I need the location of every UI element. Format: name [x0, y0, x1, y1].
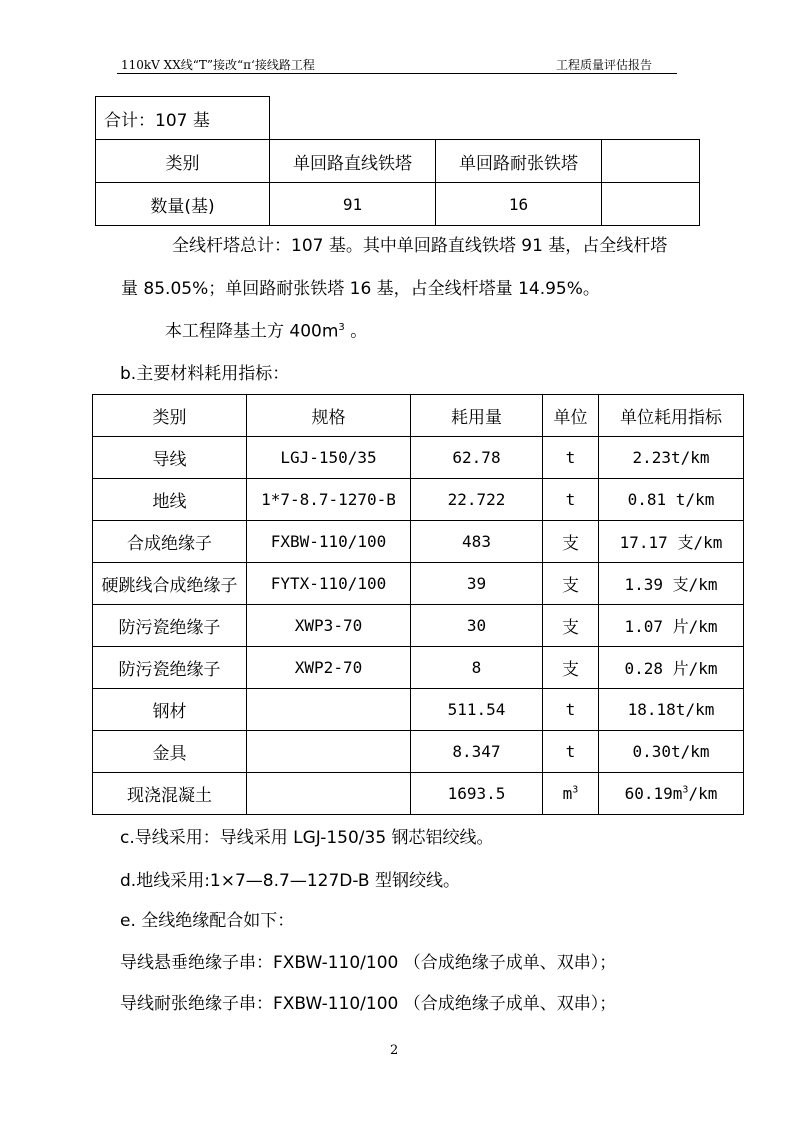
material-cell: 钢材: [93, 689, 247, 731]
material-header-qty: 耗用量: [411, 395, 543, 437]
material-cell: 1693.5: [411, 773, 543, 815]
material-cell: 支: [543, 605, 599, 647]
material-header-row: [93, 395, 744, 437]
tower-row-label: 数量(基): [96, 183, 270, 226]
paragraph-tower-summary-2: 量 85.05%；单回路耐张铁塔 16 基，占全线杆塔量 14.95%。: [121, 279, 600, 299]
material-cell: 30: [411, 605, 543, 647]
material-cell: t: [543, 731, 599, 773]
material-cell: 支: [543, 563, 599, 605]
material-cell: 支: [543, 647, 599, 689]
table-row: [93, 605, 744, 647]
material-cell: 防污瓷绝缘子: [93, 605, 247, 647]
header-project-title: 110kV XX线“T”接改“π‘接线路工程: [121, 58, 315, 72]
material-cell: FXBW-110/100: [247, 521, 411, 563]
table-row: [93, 437, 744, 479]
material-cell: 硬跳线合成绝缘子: [93, 563, 247, 605]
index-pre: 60.19m: [624, 784, 683, 803]
material-cell: 防污瓷绝缘子: [93, 647, 247, 689]
material-cell: XWP2-70: [247, 647, 411, 689]
material-cell: t: [543, 479, 599, 521]
earthwork-sup: 3: [338, 322, 345, 333]
paragraph-tension-string: 导线耐张绝缘子串：FXBW-110/100 （合成绝缘子成单、双串）；: [120, 994, 617, 1014]
material-header-unit: 单位: [543, 395, 599, 437]
material-cell: 2.23t/km: [599, 437, 744, 479]
tower-row-straight: 91: [270, 183, 436, 226]
tower-row-empty: [602, 183, 700, 226]
material-cell: 511.54: [411, 689, 543, 731]
material-cell: 62.78: [411, 437, 543, 479]
tower-count-table: [95, 96, 700, 226]
material-cell: 导线: [93, 437, 247, 479]
material-table: [92, 394, 744, 815]
paragraph-tower-summary-1: 全线杆塔总计：107 基。其中单回路直线铁塔 91 基，占全线杆塔: [172, 236, 668, 256]
material-cell: 39: [411, 563, 543, 605]
material-cell: [247, 773, 411, 815]
table-row: [93, 731, 744, 773]
material-cell: 22.722: [411, 479, 543, 521]
table-row: [93, 479, 744, 521]
table-row: [93, 563, 744, 605]
material-cell: 18.18t/km: [599, 689, 744, 731]
material-cell: 17.17 支/km: [599, 521, 744, 563]
material-header-spec: 规格: [247, 395, 411, 437]
table-row: [93, 647, 744, 689]
header-divider: [117, 73, 677, 74]
table-row: [93, 689, 744, 731]
unit-text: m: [562, 784, 573, 803]
earthwork-tail: 。: [344, 321, 368, 342]
material-cell: 8.347: [411, 731, 543, 773]
material-cell-unit: [543, 773, 599, 815]
paragraph-ground-wire: d.地线采用:1×7—8.7—127D-B 型钢绞线。: [120, 871, 460, 891]
material-cell-index: [599, 773, 744, 815]
material-cell: 合成绝缘子: [93, 521, 247, 563]
material-cell: [247, 689, 411, 731]
earthwork-text: 本工程降基土方 400m: [165, 321, 339, 342]
header-report-title: 工程质量评估报告: [556, 58, 653, 72]
material-cell: 8: [411, 647, 543, 689]
tower-header-category: 类别: [96, 140, 270, 183]
material-cell: 1.07 片/km: [599, 605, 744, 647]
material-header-category: 类别: [93, 395, 247, 437]
paragraph-conductor: c.导线采用：导线采用 LGJ-150/35 钢芯铝绞线。: [120, 828, 494, 848]
unit-sup: 3: [572, 784, 579, 796]
material-cell: [247, 731, 411, 773]
paragraph-insulation-heading: e. 全线绝缘配合如下：: [120, 911, 295, 931]
material-cell: t: [543, 689, 599, 731]
index-post: /km: [688, 784, 718, 803]
material-cell: 现浇混凝土: [93, 773, 247, 815]
material-cell: 1*7-8.7-1270-B: [247, 479, 411, 521]
material-cell: 金具: [93, 731, 247, 773]
material-header-index: 单位耗用指标: [599, 395, 744, 437]
material-cell: 地线: [93, 479, 247, 521]
tower-header-tension: 单回路耐张铁塔: [436, 140, 602, 183]
material-cell: FYTX-110/100: [247, 563, 411, 605]
tower-header-straight: 单回路直线铁塔: [270, 140, 436, 183]
tower-table-blank: [270, 97, 700, 140]
material-cell: XWP3-70: [247, 605, 411, 647]
page-number: 2: [390, 1043, 399, 1058]
heading-materials: b.主要材料耗用指标：: [120, 364, 290, 384]
material-cell: 483: [411, 521, 543, 563]
table-row: [93, 773, 744, 815]
paragraph-suspension-string: 导线悬垂绝缘子串：FXBW-110/100 （合成绝缘子成单、双串）；: [120, 953, 617, 973]
table-row: [93, 521, 744, 563]
material-cell: LGJ-150/35: [247, 437, 411, 479]
index-sup: 3: [682, 784, 689, 796]
material-cell: t: [543, 437, 599, 479]
paragraph-earthwork: [165, 323, 367, 341]
material-cell: 1.39 支/km: [599, 563, 744, 605]
material-cell: 0.28 片/km: [599, 647, 744, 689]
tower-row-tension: 16: [436, 183, 602, 226]
tower-total-cell: 合计：107 基: [96, 97, 270, 140]
tower-header-empty: [602, 140, 700, 183]
material-cell: 0.30t/km: [599, 731, 744, 773]
material-cell: 0.81 t/km: [599, 479, 744, 521]
material-cell: 支: [543, 521, 599, 563]
